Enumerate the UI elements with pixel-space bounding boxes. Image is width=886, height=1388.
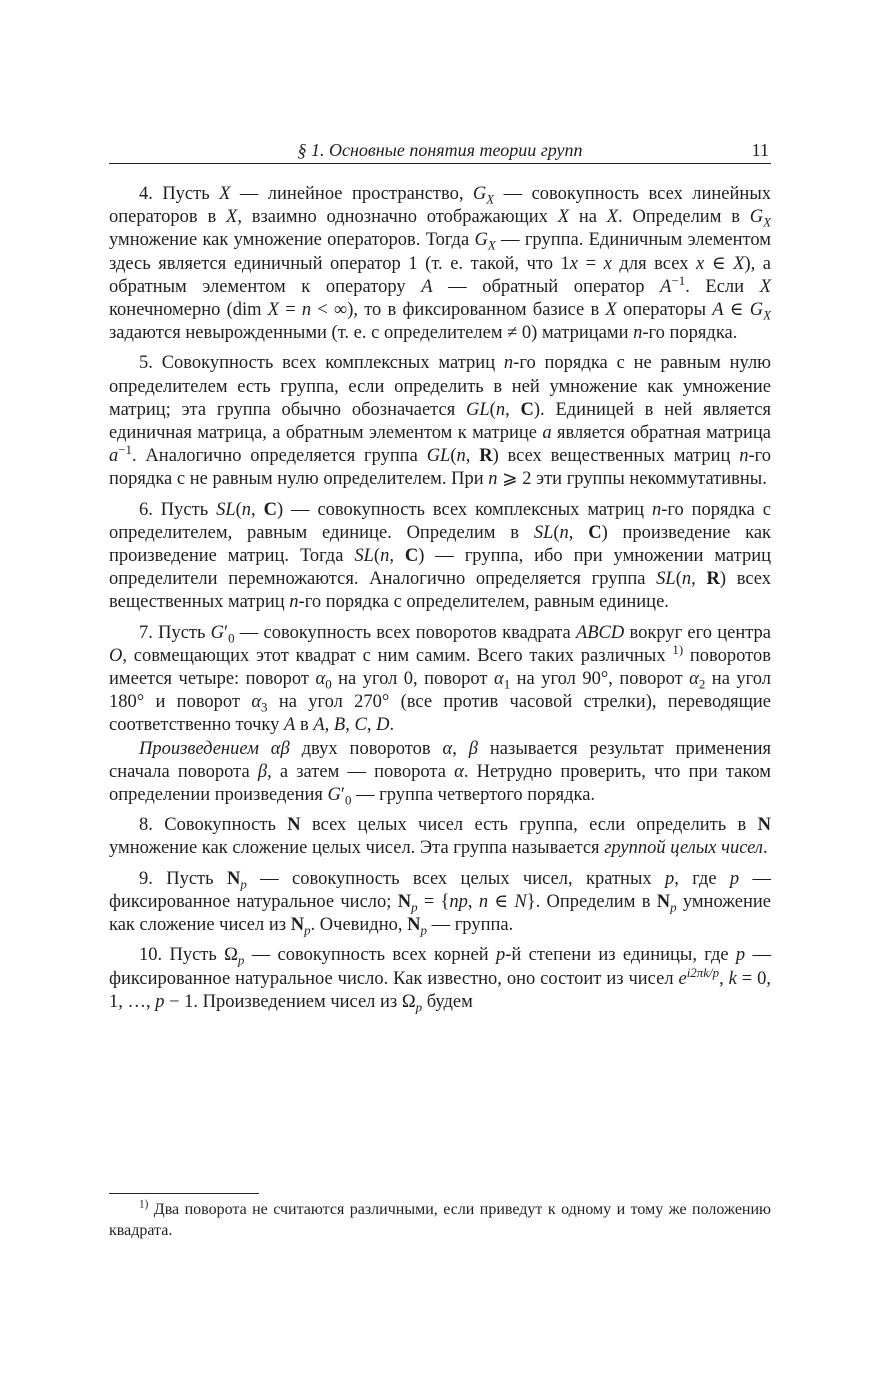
footnote-text: Два поворота не считаются различными, если приведут к одному и тому же положению квадрата. bbox=[109, 1201, 772, 1239]
paragraph-5: 5. Совокупность всех комплексных матриц n-го порядка с не равным нулю определителем есть группа, если определить в ней умножение как умножение матриц; эта группа обычно обозначается GL(n, C). Единицей в ней является единичная матрица, а обратным элементом к матрице a является обратная матрица $a^{-1}$. Аналогично определяется группа GL(n, R) всех вещественных матриц n-го порядка с не равным нулю определителем. При n ⩾ 2 эти группы некоммутативны. bbox=[109, 353, 771, 490]
paragraph-8: 8. Совокупность N всех целых чисел есть группа, если определить в N умножение как сложение целых чисел. Эта группа называется группой целых чисел. bbox=[109, 815, 772, 859]
paragraph-7-continued: Произведением αβ двух поворотов α, β называется результат применения сначала поворота β, а затем — поворота α. Нетрудно проверить, что при таком определении произведения $G'_0$ — группа четвертого порядка. bbox=[109, 738, 772, 808]
page-body bbox=[109, 183, 771, 1021]
paragraph-7: 7. Пусть $G'_0$ — совокупность всех поворотов квадрата ABCD вокруг его центра O, совмещающих этот квадрат с ним самим. Всего таких различных $^{1)}$ поворотов имеется четыре: поворот $\alpha_0$ на угол 0, поворот $\alpha_1$ на угол 90°, поворот $\alpha_2$ на угол 180° и поворот $\alpha_3$ на угол 270° (все против часовой стрелки), переводящие соответственно точку A в A, B, C, D. bbox=[109, 622, 772, 736]
running-header bbox=[109, 139, 771, 164]
paragraph-4: 4. Пусть X — линейное пространство, $G_X$ — совокупность всех линейных операторов в X, взаимно однозначно отображающих X на X. Определим в $G_X$ умножение как умножение операторов. Тогда $G_X$ — группа. Единичным элементом здесь является единичный оператор 1 (т. е. такой, что 1x = x для всех x ∈ X), а обратным элементом к оператору A — обратный оператор $A^{-1}$. Если X конечномерно (dim X = n < ∞), то в фиксированном базисе в X операторы A ∈ $G_X$ задаются невырожденными (т. е. с определителем ≠ 0) матрицами n-го порядка. bbox=[109, 184, 772, 344]
header-title: § 1. Основные понятия теории групп bbox=[297, 140, 583, 160]
footnote-rule bbox=[109, 1193, 259, 1194]
paragraph-9: 9. Пусть $N_p$ — совокупность всех целых чисел, кратных p, где p — фиксированное натуральное число; $N_p = \{np$, n ∈ N}. Определим в $N_p$ умножение как сложение чисел из $N_p$. Очевидно, $N_p$ — группа. bbox=[109, 868, 772, 938]
paragraph-6: 6. Пусть SL(n, C) — совокупность всех комплексных матриц n-го порядка с определителем, равным единице. Определим в SL(n, C) произведение как произведение матриц. Тогда SL(n, C) — группа, ибо при умножении матриц определители перемножаются. Аналогично определяется группа SL(n, R) всех вещественных матриц n-го порядка с определителем, равным единице. bbox=[109, 499, 772, 613]
footnote-marker: 1) bbox=[139, 1198, 149, 1211]
paragraph-10: 10. Пусть $\Omega_p$ — совокупность всех корней p-й степени из единицы, где p — фиксированное натуральное число. Как известно, оно состоит из чисел $e^{i2\pi k/p}$, k = 0, 1, …, p − 1. Произведением чисел из $\Omega_p$ будем bbox=[109, 945, 772, 1015]
footnote bbox=[109, 1199, 771, 1241]
page-number: 11 bbox=[751, 140, 769, 160]
